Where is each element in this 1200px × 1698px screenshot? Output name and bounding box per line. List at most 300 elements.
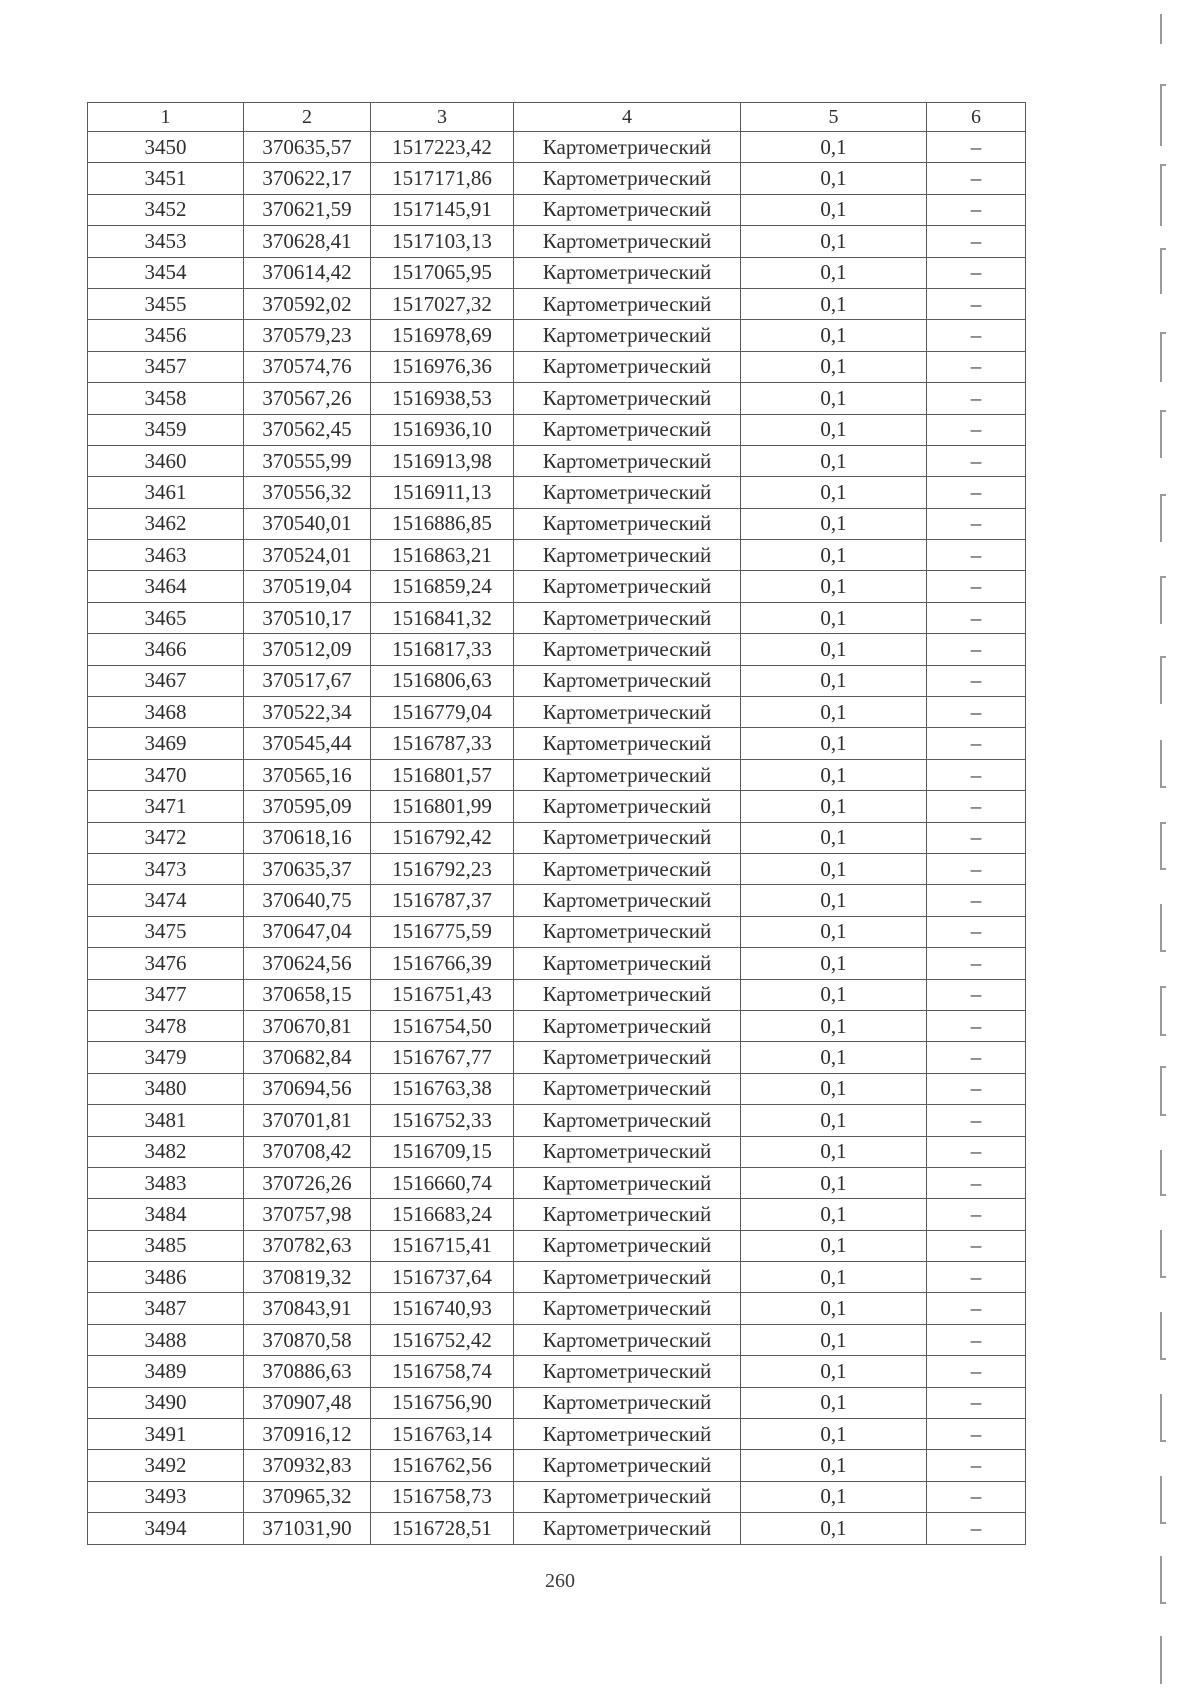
point-number-cell: 3470 [88, 759, 244, 790]
binding-mark [1160, 332, 1166, 382]
accuracy-cell: 0,1 [741, 1042, 927, 1073]
point-number-cell: 3483 [88, 1167, 244, 1198]
binding-mark [1160, 1312, 1166, 1360]
table-row [88, 540, 1026, 571]
accuracy-cell: 0,1 [741, 728, 927, 759]
point-number-cell: 3486 [88, 1262, 244, 1293]
method-cell: Картометрический [514, 822, 741, 853]
x-coordinate-cell: 370512,09 [244, 634, 371, 665]
table-row [88, 320, 1026, 351]
accuracy-cell: 0,1 [741, 1262, 927, 1293]
x-coordinate-cell: 370579,23 [244, 320, 371, 351]
point-number-cell: 3460 [88, 445, 244, 476]
y-coordinate-cell: 1516751,43 [371, 979, 514, 1010]
table-row [88, 822, 1026, 853]
y-coordinate-cell: 1516801,99 [371, 791, 514, 822]
x-coordinate-cell: 370701,81 [244, 1105, 371, 1136]
note-cell: – [927, 634, 1026, 665]
note-cell: – [927, 1010, 1026, 1041]
y-coordinate-cell: 1516841,32 [371, 602, 514, 633]
table-row [88, 1073, 1026, 1104]
page-number: 260 [545, 1570, 575, 1592]
method-cell: Картометрический [514, 1136, 741, 1167]
note-cell: – [927, 602, 1026, 633]
point-number-cell: 3457 [88, 351, 244, 382]
method-cell: Картометрический [514, 665, 741, 696]
point-number-cell: 3468 [88, 697, 244, 728]
method-cell: Картометрический [514, 1230, 741, 1261]
y-coordinate-cell: 1516976,36 [371, 351, 514, 382]
x-coordinate-cell: 370510,17 [244, 602, 371, 633]
note-cell: – [927, 1387, 1026, 1418]
accuracy-cell: 0,1 [741, 602, 927, 633]
y-coordinate-cell: 1516752,33 [371, 1105, 514, 1136]
y-coordinate-cell: 1516683,24 [371, 1199, 514, 1230]
x-coordinate-cell: 370618,16 [244, 822, 371, 853]
point-number-cell: 3490 [88, 1387, 244, 1418]
x-coordinate-cell: 370622,17 [244, 163, 371, 194]
x-coordinate-cell: 370757,98 [244, 1199, 371, 1230]
accuracy-cell: 0,1 [741, 163, 927, 194]
table-row [88, 602, 1026, 633]
point-number-cell: 3463 [88, 540, 244, 571]
point-number-cell: 3458 [88, 383, 244, 414]
note-cell: – [927, 288, 1026, 319]
x-coordinate-cell: 370519,04 [244, 571, 371, 602]
accuracy-cell: 0,1 [741, 948, 927, 979]
y-coordinate-cell: 1516801,57 [371, 759, 514, 790]
column-header-3: 3 [371, 103, 514, 132]
method-cell: Картометрический [514, 916, 741, 947]
table-row [88, 791, 1026, 822]
note-cell: – [927, 320, 1026, 351]
y-coordinate-cell: 1517065,95 [371, 257, 514, 288]
table-row [88, 1387, 1026, 1418]
table-row [88, 414, 1026, 445]
y-coordinate-cell: 1516806,63 [371, 665, 514, 696]
y-coordinate-cell: 1516817,33 [371, 634, 514, 665]
method-cell: Картометрический [514, 1293, 741, 1324]
point-number-cell: 3489 [88, 1356, 244, 1387]
y-coordinate-cell: 1516766,39 [371, 948, 514, 979]
note-cell: – [927, 979, 1026, 1010]
x-coordinate-cell: 370635,37 [244, 853, 371, 884]
accuracy-cell: 0,1 [741, 414, 927, 445]
point-number-cell: 3450 [88, 132, 244, 163]
method-cell: Картометрический [514, 759, 741, 790]
binding-mark [1160, 164, 1166, 226]
accuracy-cell: 0,1 [741, 257, 927, 288]
binding-mark [1160, 248, 1166, 294]
x-coordinate-cell: 370647,04 [244, 916, 371, 947]
accuracy-cell: 0,1 [741, 1387, 927, 1418]
note-cell: – [927, 414, 1026, 445]
x-coordinate-cell: 370708,42 [244, 1136, 371, 1167]
binding-mark [1160, 1230, 1166, 1278]
point-number-cell: 3481 [88, 1105, 244, 1136]
note-cell: – [927, 948, 1026, 979]
accuracy-cell: 0,1 [741, 571, 927, 602]
x-coordinate-cell: 370886,63 [244, 1356, 371, 1387]
method-cell: Картометрический [514, 979, 741, 1010]
accuracy-cell: 0,1 [741, 1419, 927, 1450]
note-cell: – [927, 822, 1026, 853]
y-coordinate-cell: 1516756,90 [371, 1387, 514, 1418]
point-number-cell: 3453 [88, 226, 244, 257]
x-coordinate-cell: 370562,45 [244, 414, 371, 445]
note-cell: – [927, 665, 1026, 696]
x-coordinate-cell: 370658,15 [244, 979, 371, 1010]
point-number-cell: 3494 [88, 1513, 244, 1544]
note-cell: – [927, 1042, 1026, 1073]
method-cell: Картометрический [514, 132, 741, 163]
note-cell: – [927, 1450, 1026, 1481]
x-coordinate-cell: 370819,32 [244, 1262, 371, 1293]
method-cell: Картометрический [514, 1324, 741, 1355]
y-coordinate-cell: 1516787,37 [371, 885, 514, 916]
y-coordinate-cell: 1516767,77 [371, 1042, 514, 1073]
binding-mark [1160, 1636, 1166, 1684]
method-cell: Картометрический [514, 634, 741, 665]
method-cell: Картометрический [514, 791, 741, 822]
point-number-cell: 3493 [88, 1481, 244, 1512]
table-row [88, 728, 1026, 759]
note-cell: – [927, 194, 1026, 225]
y-coordinate-cell: 1516752,42 [371, 1324, 514, 1355]
y-coordinate-cell: 1516709,15 [371, 1136, 514, 1167]
point-number-cell: 3455 [88, 288, 244, 319]
accuracy-cell: 0,1 [741, 320, 927, 351]
point-number-cell: 3469 [88, 728, 244, 759]
table-row [88, 1356, 1026, 1387]
y-coordinate-cell: 1516787,33 [371, 728, 514, 759]
point-number-cell: 3478 [88, 1010, 244, 1041]
method-cell: Картометрический [514, 697, 741, 728]
point-number-cell: 3484 [88, 1199, 244, 1230]
x-coordinate-cell: 370640,75 [244, 885, 371, 916]
point-number-cell: 3466 [88, 634, 244, 665]
point-number-cell: 3477 [88, 979, 244, 1010]
x-coordinate-cell: 370670,81 [244, 1010, 371, 1041]
binding-mark [1160, 494, 1166, 542]
accuracy-cell: 0,1 [741, 383, 927, 414]
method-cell: Картометрический [514, 226, 741, 257]
table-row [88, 257, 1026, 288]
accuracy-cell: 0,1 [741, 1513, 927, 1544]
y-coordinate-cell: 1517223,42 [371, 132, 514, 163]
binding-mark [1160, 84, 1166, 146]
note-cell: – [927, 132, 1026, 163]
method-cell: Картометрический [514, 445, 741, 476]
point-number-cell: 3475 [88, 916, 244, 947]
method-cell: Картометрический [514, 288, 741, 319]
note-cell: – [927, 226, 1026, 257]
accuracy-cell: 0,1 [741, 288, 927, 319]
table-row [88, 1105, 1026, 1136]
table-row [88, 885, 1026, 916]
y-coordinate-cell: 1516886,85 [371, 508, 514, 539]
y-coordinate-cell: 1516740,93 [371, 1293, 514, 1324]
method-cell: Картометрический [514, 1450, 741, 1481]
x-coordinate-cell: 370843,91 [244, 1293, 371, 1324]
method-cell: Картометрический [514, 1387, 741, 1418]
point-number-cell: 3487 [88, 1293, 244, 1324]
binding-edge-marks [1120, 0, 1200, 1698]
y-coordinate-cell: 1516775,59 [371, 916, 514, 947]
y-coordinate-cell: 1516737,64 [371, 1262, 514, 1293]
binding-mark [1160, 656, 1166, 704]
binding-mark [1160, 1394, 1166, 1442]
point-number-cell: 3465 [88, 602, 244, 633]
y-coordinate-cell: 1516758,74 [371, 1356, 514, 1387]
note-cell: – [927, 508, 1026, 539]
x-coordinate-cell: 370545,44 [244, 728, 371, 759]
point-number-cell: 3480 [88, 1073, 244, 1104]
point-number-cell: 3459 [88, 414, 244, 445]
accuracy-cell: 0,1 [741, 791, 927, 822]
x-coordinate-cell: 370556,32 [244, 477, 371, 508]
table-row [88, 1513, 1026, 1544]
table-row [88, 383, 1026, 414]
coordinates-table [87, 102, 1026, 1545]
note-cell: – [927, 697, 1026, 728]
accuracy-cell: 0,1 [741, 822, 927, 853]
point-number-cell: 3472 [88, 822, 244, 853]
y-coordinate-cell: 1516913,98 [371, 445, 514, 476]
table-row [88, 665, 1026, 696]
x-coordinate-cell: 370628,41 [244, 226, 371, 257]
method-cell: Картометрический [514, 1199, 741, 1230]
table-row [88, 226, 1026, 257]
point-number-cell: 3454 [88, 257, 244, 288]
note-cell: – [927, 1356, 1026, 1387]
point-number-cell: 3479 [88, 1042, 244, 1073]
x-coordinate-cell: 370624,56 [244, 948, 371, 979]
note-cell: – [927, 1105, 1026, 1136]
table-row [88, 1136, 1026, 1167]
table-header [88, 103, 1026, 132]
y-coordinate-cell: 1516758,73 [371, 1481, 514, 1512]
column-header-1: 1 [88, 103, 244, 132]
note-cell: – [927, 477, 1026, 508]
note-cell: – [927, 728, 1026, 759]
accuracy-cell: 0,1 [741, 1167, 927, 1198]
point-number-cell: 3474 [88, 885, 244, 916]
point-number-cell: 3461 [88, 477, 244, 508]
method-cell: Картометрический [514, 853, 741, 884]
method-cell: Картометрический [514, 1167, 741, 1198]
note-cell: – [927, 1419, 1026, 1450]
x-coordinate-cell: 370782,63 [244, 1230, 371, 1261]
method-cell: Картометрический [514, 257, 741, 288]
table-row [88, 1450, 1026, 1481]
table-row [88, 634, 1026, 665]
x-coordinate-cell: 370621,59 [244, 194, 371, 225]
accuracy-cell: 0,1 [741, 665, 927, 696]
x-coordinate-cell: 371031,90 [244, 1513, 371, 1544]
table-row [88, 697, 1026, 728]
table-row [88, 1481, 1026, 1512]
table-row [88, 1324, 1026, 1355]
note-cell: – [927, 1293, 1026, 1324]
accuracy-cell: 0,1 [741, 1136, 927, 1167]
method-cell: Картометрический [514, 602, 741, 633]
method-cell: Картометрический [514, 948, 741, 979]
table-row [88, 1042, 1026, 1073]
method-cell: Картометрический [514, 508, 741, 539]
y-coordinate-cell: 1517171,86 [371, 163, 514, 194]
x-coordinate-cell: 370540,01 [244, 508, 371, 539]
point-number-cell: 3467 [88, 665, 244, 696]
binding-mark [1160, 410, 1166, 458]
note-cell: – [927, 853, 1026, 884]
table-row [88, 132, 1026, 163]
note-cell: – [927, 571, 1026, 602]
accuracy-cell: 0,1 [741, 1010, 927, 1041]
accuracy-cell: 0,1 [741, 1324, 927, 1355]
table-row [88, 194, 1026, 225]
x-coordinate-cell: 370522,34 [244, 697, 371, 728]
table-row [88, 477, 1026, 508]
method-cell: Картометрический [514, 1105, 741, 1136]
note-cell: – [927, 383, 1026, 414]
binding-mark [1160, 1476, 1166, 1524]
accuracy-cell: 0,1 [741, 916, 927, 947]
table-row [88, 1230, 1026, 1261]
note-cell: – [927, 163, 1026, 194]
column-header-4: 4 [514, 103, 741, 132]
point-number-cell: 3462 [88, 508, 244, 539]
note-cell: – [927, 351, 1026, 382]
x-coordinate-cell: 370932,83 [244, 1450, 371, 1481]
note-cell: – [927, 1199, 1026, 1230]
accuracy-cell: 0,1 [741, 194, 927, 225]
note-cell: – [927, 791, 1026, 822]
accuracy-cell: 0,1 [741, 1450, 927, 1481]
method-cell: Картометрический [514, 1356, 741, 1387]
method-cell: Картометрический [514, 163, 741, 194]
binding-mark [1160, 822, 1166, 870]
point-number-cell: 3452 [88, 194, 244, 225]
note-cell: – [927, 1167, 1026, 1198]
y-coordinate-cell: 1516936,10 [371, 414, 514, 445]
accuracy-cell: 0,1 [741, 759, 927, 790]
method-cell: Картометрический [514, 477, 741, 508]
y-coordinate-cell: 1516911,13 [371, 477, 514, 508]
binding-mark [1160, 14, 1166, 44]
method-cell: Картометрический [514, 1513, 741, 1544]
method-cell: Картометрический [514, 1481, 741, 1512]
method-cell: Картометрический [514, 1042, 741, 1073]
x-coordinate-cell: 370524,01 [244, 540, 371, 571]
accuracy-cell: 0,1 [741, 1230, 927, 1261]
note-cell: – [927, 445, 1026, 476]
point-number-cell: 3488 [88, 1324, 244, 1355]
method-cell: Картометрический [514, 1419, 741, 1450]
column-header-5: 5 [741, 103, 927, 132]
accuracy-cell: 0,1 [741, 540, 927, 571]
y-coordinate-cell: 1516715,41 [371, 1230, 514, 1261]
note-cell: – [927, 1262, 1026, 1293]
point-number-cell: 3491 [88, 1419, 244, 1450]
note-cell: – [927, 540, 1026, 571]
y-coordinate-cell: 1516779,04 [371, 697, 514, 728]
x-coordinate-cell: 370726,26 [244, 1167, 371, 1198]
x-coordinate-cell: 370907,48 [244, 1387, 371, 1418]
accuracy-cell: 0,1 [741, 1199, 927, 1230]
table-row [88, 948, 1026, 979]
x-coordinate-cell: 370694,56 [244, 1073, 371, 1104]
point-number-cell: 3451 [88, 163, 244, 194]
point-number-cell: 3476 [88, 948, 244, 979]
method-cell: Картометрический [514, 383, 741, 414]
table-row [88, 1419, 1026, 1450]
accuracy-cell: 0,1 [741, 1356, 927, 1387]
table-row [88, 508, 1026, 539]
method-cell: Картометрический [514, 320, 741, 351]
table-row [88, 853, 1026, 884]
method-cell: Картометрический [514, 1073, 741, 1104]
y-coordinate-cell: 1516754,50 [371, 1010, 514, 1041]
y-coordinate-cell: 1516863,21 [371, 540, 514, 571]
table-row [88, 1199, 1026, 1230]
x-coordinate-cell: 370682,84 [244, 1042, 371, 1073]
accuracy-cell: 0,1 [741, 132, 927, 163]
method-cell: Картометрический [514, 540, 741, 571]
method-cell: Картометрический [514, 194, 741, 225]
point-number-cell: 3464 [88, 571, 244, 602]
note-cell: – [927, 1230, 1026, 1261]
point-number-cell: 3482 [88, 1136, 244, 1167]
y-coordinate-cell: 1516728,51 [371, 1513, 514, 1544]
table-row [88, 759, 1026, 790]
accuracy-cell: 0,1 [741, 508, 927, 539]
binding-mark [1160, 740, 1166, 788]
y-coordinate-cell: 1517145,91 [371, 194, 514, 225]
x-coordinate-cell: 370614,42 [244, 257, 371, 288]
y-coordinate-cell: 1516938,53 [371, 383, 514, 414]
point-number-cell: 3485 [88, 1230, 244, 1261]
note-cell: – [927, 1136, 1026, 1167]
y-coordinate-cell: 1516762,56 [371, 1450, 514, 1481]
accuracy-cell: 0,1 [741, 979, 927, 1010]
x-coordinate-cell: 370916,12 [244, 1419, 371, 1450]
table-row [88, 1262, 1026, 1293]
point-number-cell: 3492 [88, 1450, 244, 1481]
binding-mark [1160, 986, 1166, 1036]
table-row [88, 163, 1026, 194]
binding-mark [1160, 1556, 1166, 1604]
column-header-2: 2 [244, 103, 371, 132]
table-body [88, 132, 1026, 1545]
note-cell: – [927, 257, 1026, 288]
y-coordinate-cell: 1516792,42 [371, 822, 514, 853]
x-coordinate-cell: 370965,32 [244, 1481, 371, 1512]
accuracy-cell: 0,1 [741, 634, 927, 665]
binding-mark [1160, 576, 1166, 624]
header-row [88, 103, 1026, 132]
accuracy-cell: 0,1 [741, 697, 927, 728]
x-coordinate-cell: 370567,26 [244, 383, 371, 414]
y-coordinate-cell: 1517027,32 [371, 288, 514, 319]
method-cell: Картометрический [514, 414, 741, 445]
y-coordinate-cell: 1516978,69 [371, 320, 514, 351]
note-cell: – [927, 759, 1026, 790]
table-row [88, 1293, 1026, 1324]
x-coordinate-cell: 370574,76 [244, 351, 371, 382]
y-coordinate-cell: 1517103,13 [371, 226, 514, 257]
y-coordinate-cell: 1516660,74 [371, 1167, 514, 1198]
